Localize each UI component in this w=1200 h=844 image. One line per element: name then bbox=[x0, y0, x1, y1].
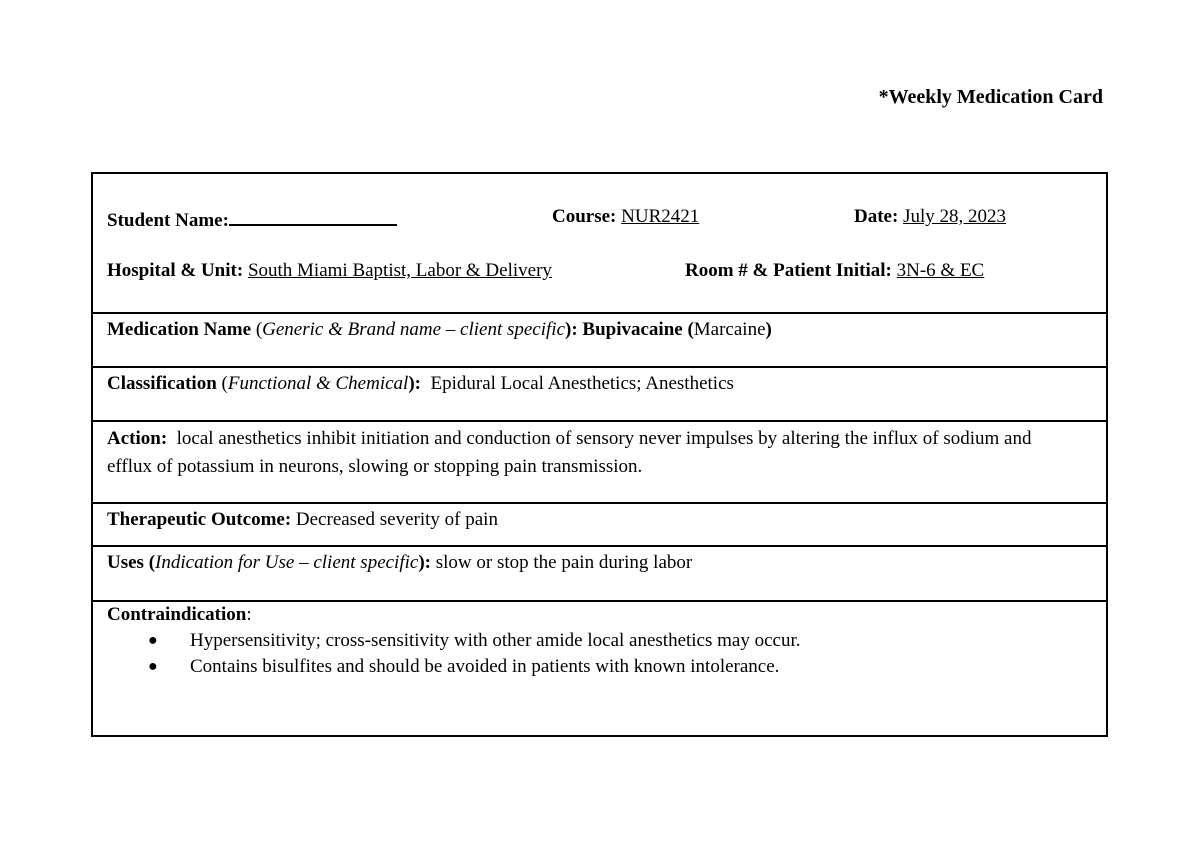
contraindication-heading bbox=[107, 602, 1092, 628]
classification-hint: Functional & Chemical bbox=[227, 373, 409, 394]
medication-section bbox=[93, 314, 1106, 368]
action-text bbox=[107, 425, 1057, 481]
contraindication-section bbox=[93, 602, 1106, 735]
contraindication-colon: : bbox=[246, 604, 252, 625]
classification-hint-open: ( bbox=[216, 373, 228, 394]
hospital-value: South Miami Baptist, Labor & Delivery bbox=[247, 260, 552, 281]
document-title: *Weekly Medication Card bbox=[878, 86, 1103, 108]
room-value: 3N-6 & EC bbox=[896, 260, 985, 281]
date-row bbox=[854, 206, 1006, 228]
contraindication-label: Contraindication bbox=[107, 604, 247, 625]
bullet-icon: ● bbox=[148, 632, 158, 649]
uses-hint-close: ): bbox=[418, 552, 431, 573]
classification-line bbox=[107, 371, 1092, 397]
course-value: NUR2421 bbox=[621, 206, 700, 227]
student-name-label: Student Name: bbox=[107, 210, 229, 231]
classification-section bbox=[93, 368, 1106, 422]
room-label: Room # & Patient Initial: bbox=[685, 260, 892, 281]
contraindication-item-text: Contains bisulfites and should be avoided in patients with known intolerance. bbox=[190, 656, 780, 677]
medication-brand: Marcaine bbox=[693, 319, 766, 340]
uses-label: Uses ( bbox=[107, 552, 156, 573]
date-label: Date: bbox=[854, 206, 899, 227]
medication-line bbox=[107, 317, 1092, 343]
header-section bbox=[93, 174, 1106, 314]
bullet-icon: ● bbox=[148, 658, 158, 675]
classification-label: Classification bbox=[107, 373, 217, 394]
room-row bbox=[685, 260, 984, 282]
medication-generic: Bupivacaine ( bbox=[577, 319, 694, 340]
medication-close: ) bbox=[765, 319, 772, 340]
course-label: Course: bbox=[552, 206, 617, 227]
uses-section bbox=[93, 547, 1106, 602]
outcome-label: Therapeutic Outcome: bbox=[107, 509, 292, 530]
student-name-blank[interactable] bbox=[229, 206, 397, 226]
student-name-row bbox=[107, 206, 397, 232]
outcome-line bbox=[107, 507, 1092, 533]
uses-hint: Indication for Use – client specific bbox=[155, 552, 419, 573]
contraindication-item-text: Hypersensitivity; cross-sensitivity with other amide local anesthetics may occur. bbox=[190, 630, 801, 651]
medication-hint: Generic & Brand name – client specific bbox=[262, 319, 565, 340]
medication-hint-close: ): bbox=[565, 319, 578, 340]
hospital-label: Hospital & Unit: bbox=[107, 260, 244, 281]
list-item bbox=[148, 628, 1092, 654]
medication-card bbox=[91, 172, 1108, 737]
action-section bbox=[93, 422, 1106, 504]
action-value: local anesthetics inhibit initiation and conduction of sensory never impulses by altering the influx of sodium and efflux of potassium in neurons, slowing or stopping pain transmission. bbox=[107, 428, 1037, 477]
date-value: July 28, 2023 bbox=[903, 206, 1006, 227]
list-item bbox=[148, 654, 1092, 680]
uses-value: slow or stop the pain during labor bbox=[431, 552, 693, 573]
action-label: Action: bbox=[107, 428, 168, 449]
contraindication-list bbox=[107, 628, 1092, 680]
course-row bbox=[552, 206, 699, 228]
outcome-value: Decreased severity of pain bbox=[291, 509, 498, 530]
uses-line bbox=[107, 550, 1092, 576]
hospital-row bbox=[107, 260, 552, 282]
classification-value: Epidural Local Anesthetics; Anesthetics bbox=[421, 373, 734, 394]
outcome-section bbox=[93, 504, 1106, 547]
medication-hint-open: ( bbox=[251, 319, 263, 340]
medication-label: Medication Name bbox=[107, 319, 252, 340]
classification-hint-close: ): bbox=[408, 373, 421, 394]
